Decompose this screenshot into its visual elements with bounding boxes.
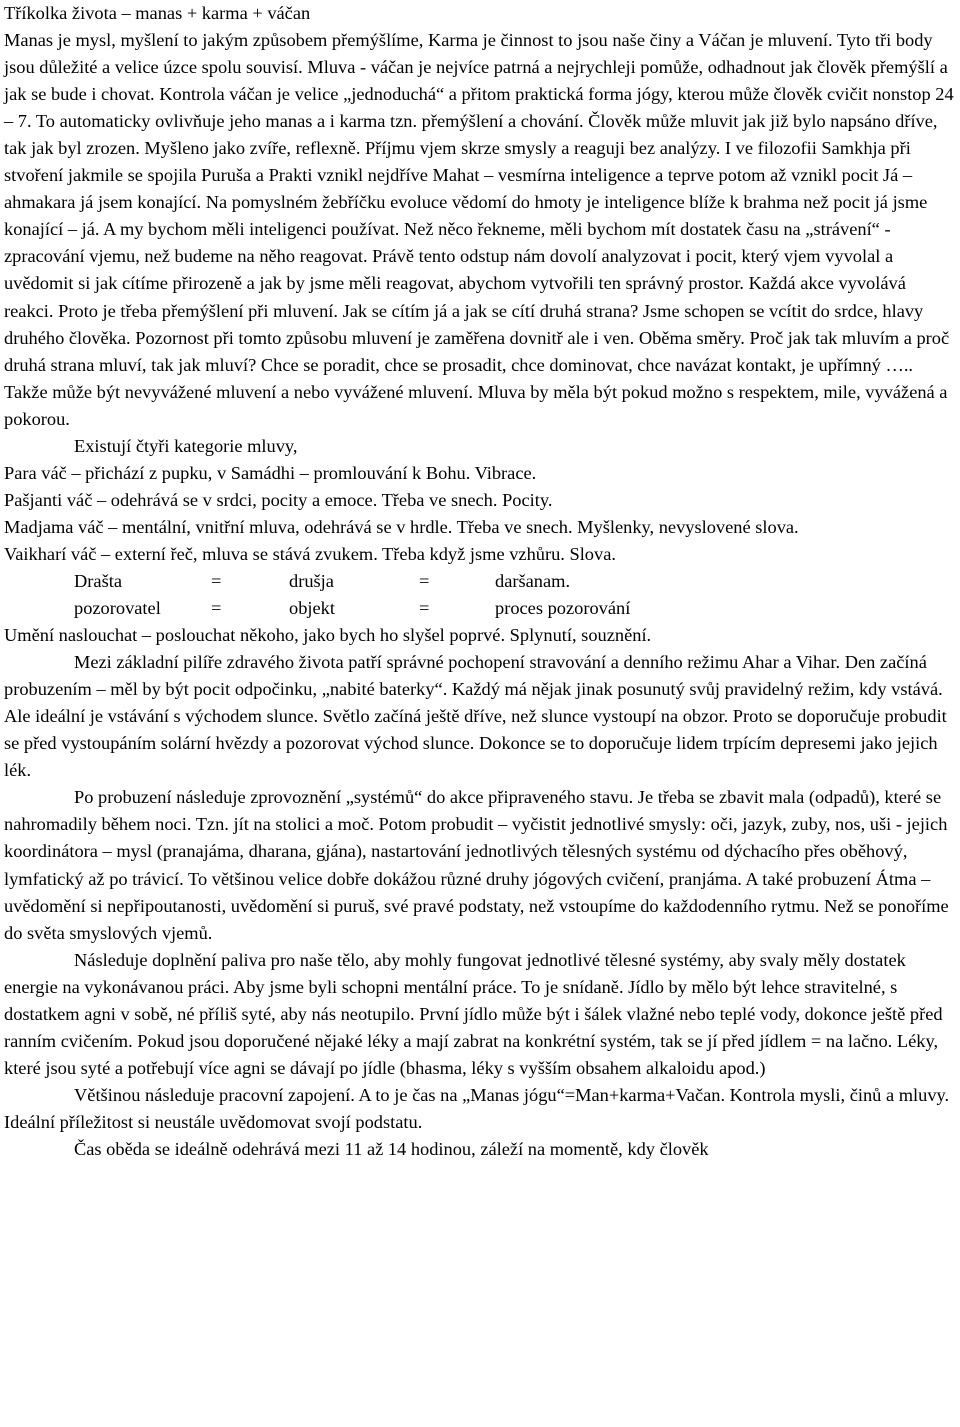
body-paragraph: Čas oběda se ideálně odehrává mezi 11 až 14 hodinou, záleží na momentě, kdy člověk bbox=[74, 1138, 709, 1159]
equation-term: objekt bbox=[289, 598, 335, 619]
list-item: Madjama váč – mentální, vnitřní mluva, odehrává se v hrdle. Třeba ve snech. Myšlenky, nevyslovené slova. bbox=[4, 516, 799, 537]
body-paragraph: Většinou následuje pracovní zapojení. A to je čas na „Manas jógu“=Man+karma+Vačan. Kontrola mysli, činů a mluvy. Ideální příležitost si neustále uvědomovat svojí podstatu. bbox=[4, 1084, 954, 1132]
body-paragraph: Po probuzení následuje zprovoznění „systémů“ do akce připraveného stavu. Je třeba se zbavit mala (odpadů), které se nahromadily během noci. Tzn. jít na stolici a moč. Potom probudit – vyčistit jednotlivé smysly: oči, jazyk, zuby, nos, uši - jejich koordinátora – mysl (pranajáma, dharana, gjána), nastartování jednotlivých tělesných systému od dýchacího přes oběhový, lymfatický až po trávicí. To většinou velice dobře dokážou různé druhy jógových cvičení, pranjáma. A také probuzení Átma – uvědomění si nepřipoutanosti, uvědomění si puruš, své pravé podstaty, než vstoupíme do každodenního rytmu. Než se ponoříme do světa smyslových vjemů. bbox=[4, 787, 954, 943]
equals-sign: = bbox=[419, 570, 430, 591]
list-item: Vaikharí váč – externí řeč, mluva se stává zvukem. Třeba když jsme vzhůru. Slova. bbox=[4, 543, 616, 564]
intro-paragraph: Manas je mysl, myšlení to jakým způsobem přemýšlíme, Karma je činnost to jsou naše činy a Váčan je mluvení. Tyto tři body jsou důležité a velice úzce spolu souvisí. Mluva - váčan je nejvíce patrná a nejrychleji pomůže, odhadnout jak člověk přemýšlí a jak se bude i chovat. Kontrola váčan je velice „jednoduchá“ a přitom praktická forma jógy, kterou může člověk cvičit nonstop 24 – 7. To automaticky ovlivňuje jeho manas a i karma tzn. přemýšlení a chování. Člověk může mluvit jak již bylo napsáno dříve, tak jak byl zrozen. Myšleno jako zvíře, reflexně. Příjmu vjem skrze smysly a reaguji bez analýzy. I ve filozofii Samkhja při stvoření jakmile se spojila Puruša a Prakti vznikl nejdříve Mahat – vesmírna inteligence a teprve potom až vznikl pocit Já – ahmakara já jsem konající. Na pomyslném žebříčku evoluce vědomí do hmoty je inteligence blíže k brahma než pocit já jsme konající – já. A my bychom měli inteligenci používat. Než něco řekneme, měli bychom mít dostatek času na „strávení“ - zpracování vjemu, než budeme na něho reagovat. Právě tento odstup nám dovolí analyzovat i pocit, který vjem vyvolal a uvědomit si jak cítíme přirozeně a jak by jsme měli reagovat, abychom vytvořili ten správný prostor. Každá akce vyvolává reakci. Proto je třeba přemýšlení při mluvení. Jak se cítím já a jak se cítí druhá strana? Jsme schopen se vcítit do srdce, hlavy druhého člověka. Pozornost při tomto způsobu mluvení je zaměřena dovnitř ale i ven. Oběma směry. Proč jak tak mluvím a proč druhá strana mluví, tak jak mluví? Chce se poradit, chce se prosadit, chce dominovat, chce navázat kontakt, je upřímný ….. Takže může být nevyvážené mluvení a nebo vyvážené mluvení. Mluva by měla být pokud možno s respektem, mile, vyvážená a pokorou. bbox=[4, 30, 959, 429]
equation-row bbox=[4, 568, 958, 595]
document-title: Tříkolka života – manas + karma + váčan bbox=[4, 3, 311, 23]
equals-sign: = bbox=[211, 570, 222, 591]
equation-term: Drašta bbox=[74, 570, 122, 591]
list-item: Para váč – přichází z pupku, v Samádhi – promlouvání k Bohu. Vibrace. bbox=[4, 462, 537, 483]
equals-sign: = bbox=[419, 598, 430, 619]
categories-heading: Existují čtyři kategorie mluvy, bbox=[74, 435, 298, 456]
equation-term: pozorovatel bbox=[74, 598, 161, 619]
equals-sign: = bbox=[211, 598, 222, 619]
equation-term: proces pozorování bbox=[495, 598, 631, 619]
equation-row bbox=[4, 595, 958, 622]
equation-term: daršanam. bbox=[495, 570, 571, 591]
list-item: Pašjanti váč – odehrává se v srdci, pocity a emoce. Třeba ve snech. Pocity. bbox=[4, 489, 553, 510]
body-paragraph: Mezi základní pilíře zdravého života patří správné pochopení stravování a denního režimu Ahar a Vihar. Den začíná probuzením – měl by být pocit odpočinku, „nabité baterky“. Každý má nějak jinak posunutý svůj pravidelný režim, kdy vstává. Ale ideální je vstávání s východem slunce. Světlo začíná ještě dříve, než slunce vystoupí na obzor. Proto se doporučuje probudit se před vystoupáním solární hvězdy a pozorovat východ slunce. Dokonce se to doporučuje lidem trpícím depresemi jako jejich lék. bbox=[4, 652, 952, 781]
equation-term: drušja bbox=[289, 570, 334, 591]
speech-categories-list bbox=[4, 460, 958, 568]
listening-paragraph: Umění naslouchat – poslouchat někoho, jako bych ho slyšel poprvé. Splynutí, souznění. bbox=[4, 625, 652, 646]
body-paragraph: Následuje doplnění paliva pro naše tělo, aby mohly fungovat jednotlivé tělesné systémy, aby svaly měly dostatek energie na vykonávanou práci. Aby jsme byli schopni mentální práce. To je snídaně. Jídlo by mělo být lehce stravitelné, s dostatkem agni v sobě, né příliš syté, aby nás neotupilo. První jídlo může být i šálek vlažné nebo teplé vody, dokonce ještě před ranním cvičením. Pokud jsou doporučené nějaké léky a mají zabrat na konkrétní systém, tak se jí před jídlem = na lačno. Léky, které jsou syté a potřebují více agni se dávají po jídle (bhasma, léky s vyšším obsahem alkaloidu apod.) bbox=[4, 949, 948, 1078]
